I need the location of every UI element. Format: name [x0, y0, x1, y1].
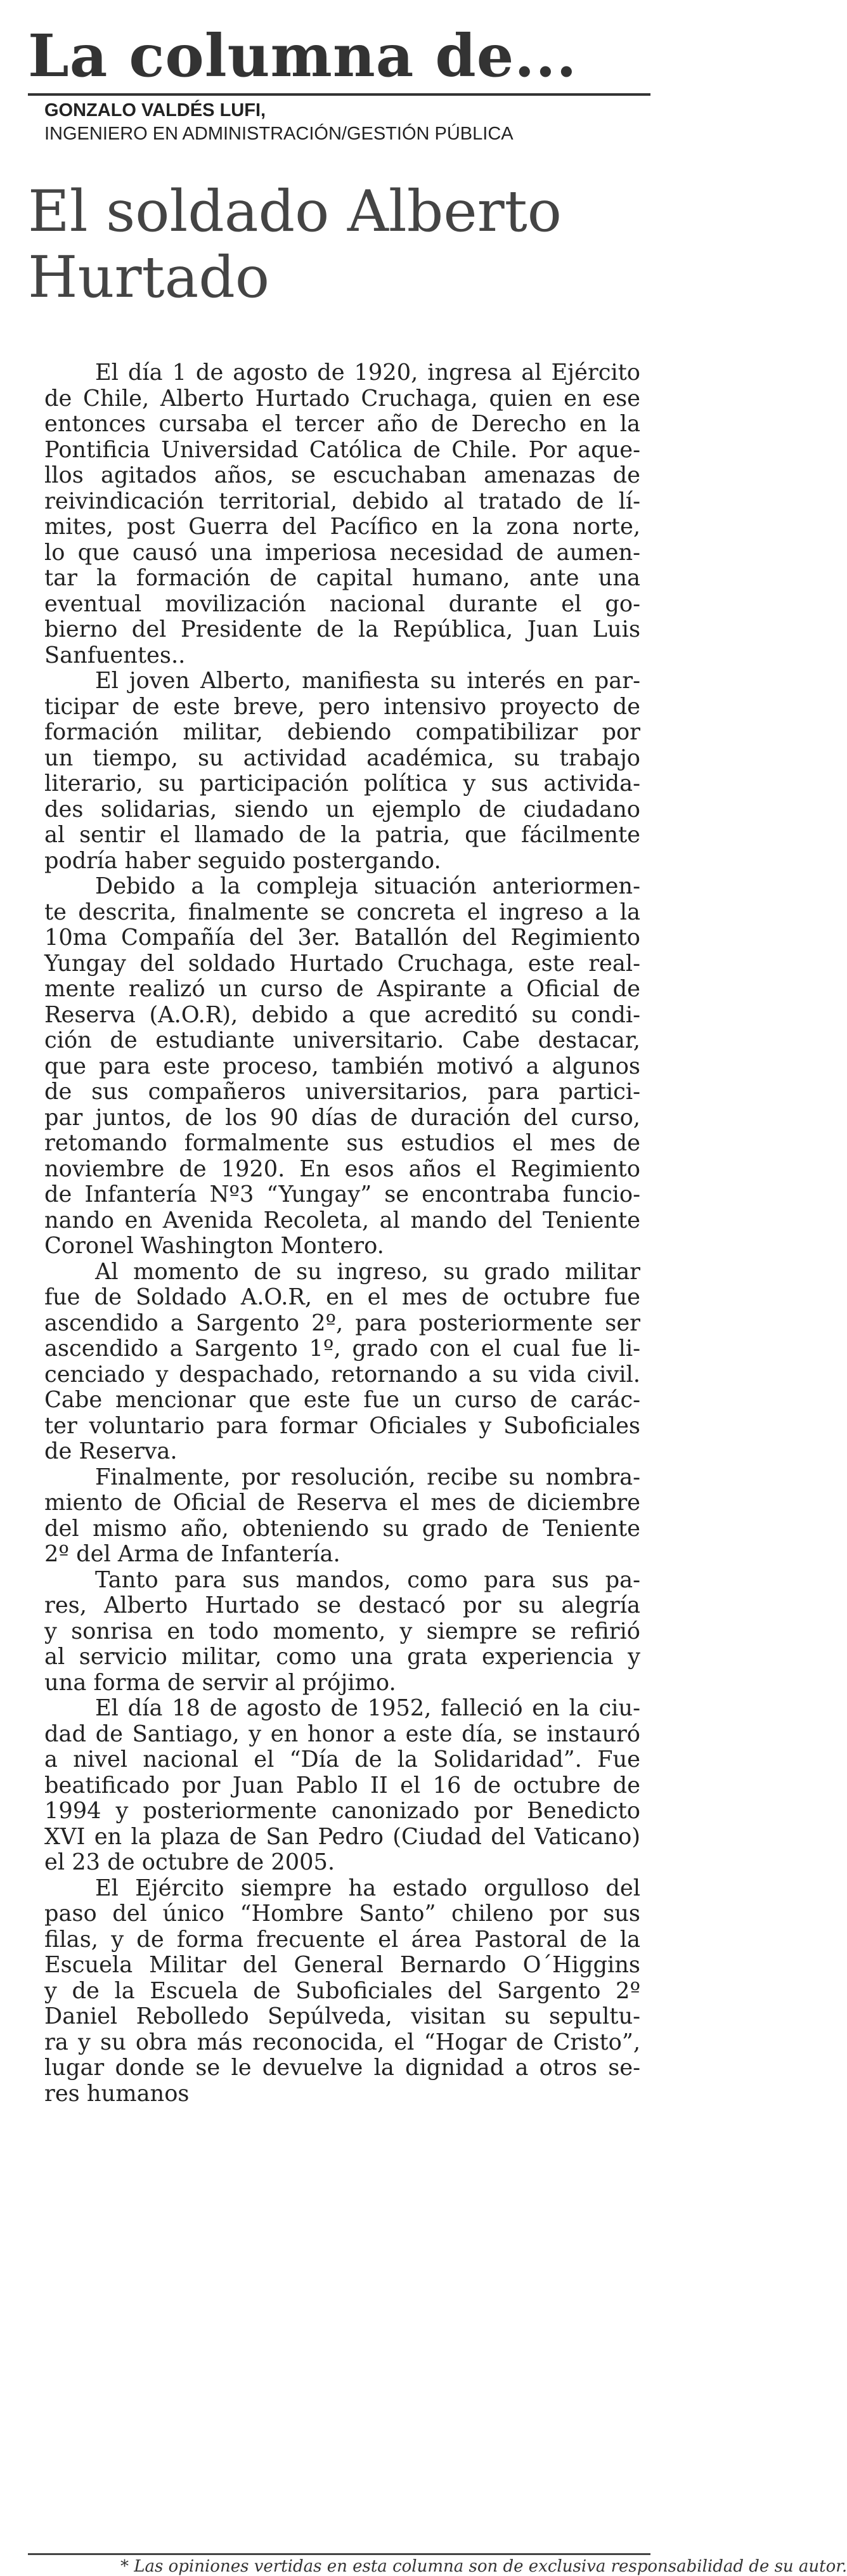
article-paragraph	[44, 360, 640, 668]
article-line: El día 1 de agosto de 1920, ingresa al Ejército	[95, 360, 640, 386]
article-line: el 23 de octubre de 2005.	[44, 1849, 335, 1875]
footnote: * Las opiniones vertidas en esta columna son de exclusiva responsabilidad de su autor.	[120, 2557, 847, 2576]
article-line: El día 18 de agosto de 1952, falleció en la ciu-	[95, 1695, 640, 1721]
article-line: noviembre de 1920. En esos años el Regimiento	[44, 1155, 640, 1182]
article-line: ción de estudiante universitario. Cabe destacar,	[44, 1027, 640, 1053]
article-line: lugar donde se le devuelve la dignidad a otros se-	[44, 2055, 640, 2081]
article-line: a nivel nacional el “Día de la Solidaridad”. Fue	[44, 1747, 640, 1773]
article-line: nando en Avenida Recoleta, al mando del Teniente	[44, 1207, 640, 1233]
article-headline	[28, 179, 637, 311]
author-name: GONZALO VALDÉS LUFI,	[44, 100, 266, 120]
article-line: cenciado y despachado, retornando a su vida civil.	[44, 1361, 640, 1388]
article-line: y sonrisa en todo momento, y siempre se refirió	[44, 1618, 640, 1644]
article-line: miento de Oficial de Reserva el mes de diciembre	[44, 1490, 640, 1516]
article-line: res humanos	[44, 2080, 190, 2107]
article-line: al servicio militar, como una grata experiencia y	[44, 1644, 640, 1670]
article-line: literario, su participación política y sus activida-	[44, 771, 640, 797]
article-line: Al momento de su ingreso, su grado militar	[95, 1258, 640, 1285]
article-line: retomando formalmente sus estudios el mes de	[44, 1130, 640, 1156]
article-paragraph	[44, 1876, 640, 2107]
article-line: fue de Soldado A.O.R, en el mes de octubre fue	[44, 1284, 640, 1310]
article-line: te descrita, finalmente se concreta el ingreso a la	[44, 899, 640, 925]
article-line: que para este proceso, también motivó a algunos	[44, 1053, 640, 1079]
article-line: 10ma Compañía del 3er. Batallón del Regimiento	[44, 925, 640, 951]
article-line: al sentir el llamado de la patria, que fácilmente	[44, 822, 640, 848]
article-line: Finalmente, por resolución, recibe su nombra-	[95, 1464, 640, 1490]
headline-line: El soldado Alberto	[28, 178, 562, 245]
article-line: Debido a la compleja situación anteriormen-	[95, 873, 640, 899]
article-line: dad de Santiago, y en honor a este día, se instauró	[44, 1721, 640, 1747]
article-line: ascendido a Sargento 2º, para posteriormente ser	[44, 1310, 640, 1336]
article-paragraph	[44, 1568, 640, 1696]
column-title: La columna de...	[28, 22, 578, 90]
article-line: llos agitados años, se escuchaban amenazas de	[44, 462, 640, 488]
article-body	[44, 360, 640, 2107]
article-line: des solidarias, siendo un ejemplo de ciudadano	[44, 796, 640, 823]
article-line: ticipar de este breve, pero intensivo proyecto de	[44, 693, 640, 720]
article-line: de Reserva.	[44, 1438, 178, 1464]
headline-line: Hurtado	[28, 244, 270, 311]
article-line: Yungay del soldado Hurtado Cruchaga, este real-	[44, 950, 640, 977]
article-line: entonces cursaba el tercer año de Derecho en la	[44, 411, 640, 437]
article-line: Coronel Washington Montero.	[44, 1233, 384, 1259]
article-line: 2º del Arma de Infantería.	[44, 1541, 340, 1567]
article-paragraph	[44, 1259, 640, 1465]
article-line: una forma de servir al prójimo.	[44, 1669, 396, 1696]
author-role: INGENIERO EN ADMINISTRACIÓN/GESTIÓN PÚBLICA	[44, 124, 514, 144]
article-line: Tanto para sus mandos, como para sus pa-	[95, 1566, 640, 1593]
article-line: ter voluntario para formar Oficiales y Suboficiales	[44, 1412, 640, 1439]
article-line: un tiempo, su actividad académica, su trabajo	[44, 745, 640, 771]
article-paragraph	[44, 1696, 640, 1876]
article-line: mente realizó un curso de Aspirante a Oficial de	[44, 976, 640, 1002]
article-line: beatificado por Juan Pablo II el 16 de octubre de	[44, 1772, 640, 1799]
title-divider	[28, 93, 650, 96]
article-line: de sus compañeros universitarios, para partici-	[44, 1079, 640, 1105]
article-line: del mismo año, obteniendo su grado de Teniente	[44, 1515, 640, 1542]
article-line: XVI en la plaza de San Pedro (Ciudad del Vaticano)	[44, 1823, 640, 1850]
article-line: Cabe mencionar que este fue un curso de carác-	[44, 1387, 640, 1413]
article-line: podría haber seguido postergando.	[44, 847, 441, 874]
article-line: Daniel Rebolledo Sepúlveda, visitan su sepultu-	[44, 2003, 640, 2029]
article-line: de Chile, Alberto Hurtado Cruchaga, quien en ese	[44, 385, 640, 412]
article-line: filas, y de forma frecuente el área Pastoral de la	[44, 1926, 640, 1953]
article-line: paso del único “Hombre Santo” chileno por sus	[44, 1901, 640, 1927]
article-line: bierno del Presidente de la República, Juan Luis	[44, 616, 640, 642]
article-line: Pontificia Universidad Católica de Chile. Por aque-	[44, 436, 640, 463]
article-line: ra y su obra más reconocida, el “Hogar de Cristo”,	[44, 2029, 640, 2055]
article-line: El joven Alberto, manifiesta su interés en par-	[95, 668, 640, 694]
article-line: Sanfuentes..	[44, 642, 186, 668]
article-line: Reserva (A.O.R), debido a que acreditó su condi-	[44, 1001, 640, 1028]
article-line: 1994 y posteriormente canonizado por Benedicto	[44, 1798, 640, 1824]
article-line: El Ejército siempre ha estado orgulloso del	[95, 1875, 640, 1901]
article-line: mites, post Guerra del Pacífico en la zona norte,	[44, 514, 640, 540]
article-line: de Infantería Nº3 “Yungay” se encontraba funcio-	[44, 1181, 640, 1207]
article-line: res, Alberto Hurtado se destacó por su alegría	[44, 1592, 640, 1618]
article-line: eventual movilización nacional durante el go-	[44, 590, 640, 617]
article-line: reivindicación territorial, debido al tratado de lí-	[44, 488, 640, 514]
article-line: tar la formación de capital humano, ante una	[44, 565, 640, 591]
article-line: lo que causó una imperiosa necesidad de aumen-	[44, 539, 640, 566]
article-line: Escuela Militar del General Bernardo O´Higgins	[44, 1952, 640, 1978]
article-line: par juntos, de los 90 días de duración del curso,	[44, 1104, 640, 1131]
footer-divider	[28, 2553, 650, 2555]
article-line: ascendido a Sargento 1º, grado con el cual fue li-	[44, 1336, 640, 1362]
article-paragraph	[44, 668, 640, 874]
article-paragraph	[44, 1465, 640, 1568]
article-paragraph	[44, 874, 640, 1259]
article-line: formación militar, debiendo compatibilizar por	[44, 719, 640, 745]
article-line: y de la Escuela de Suboficiales del Sargento 2º	[44, 1977, 640, 2004]
